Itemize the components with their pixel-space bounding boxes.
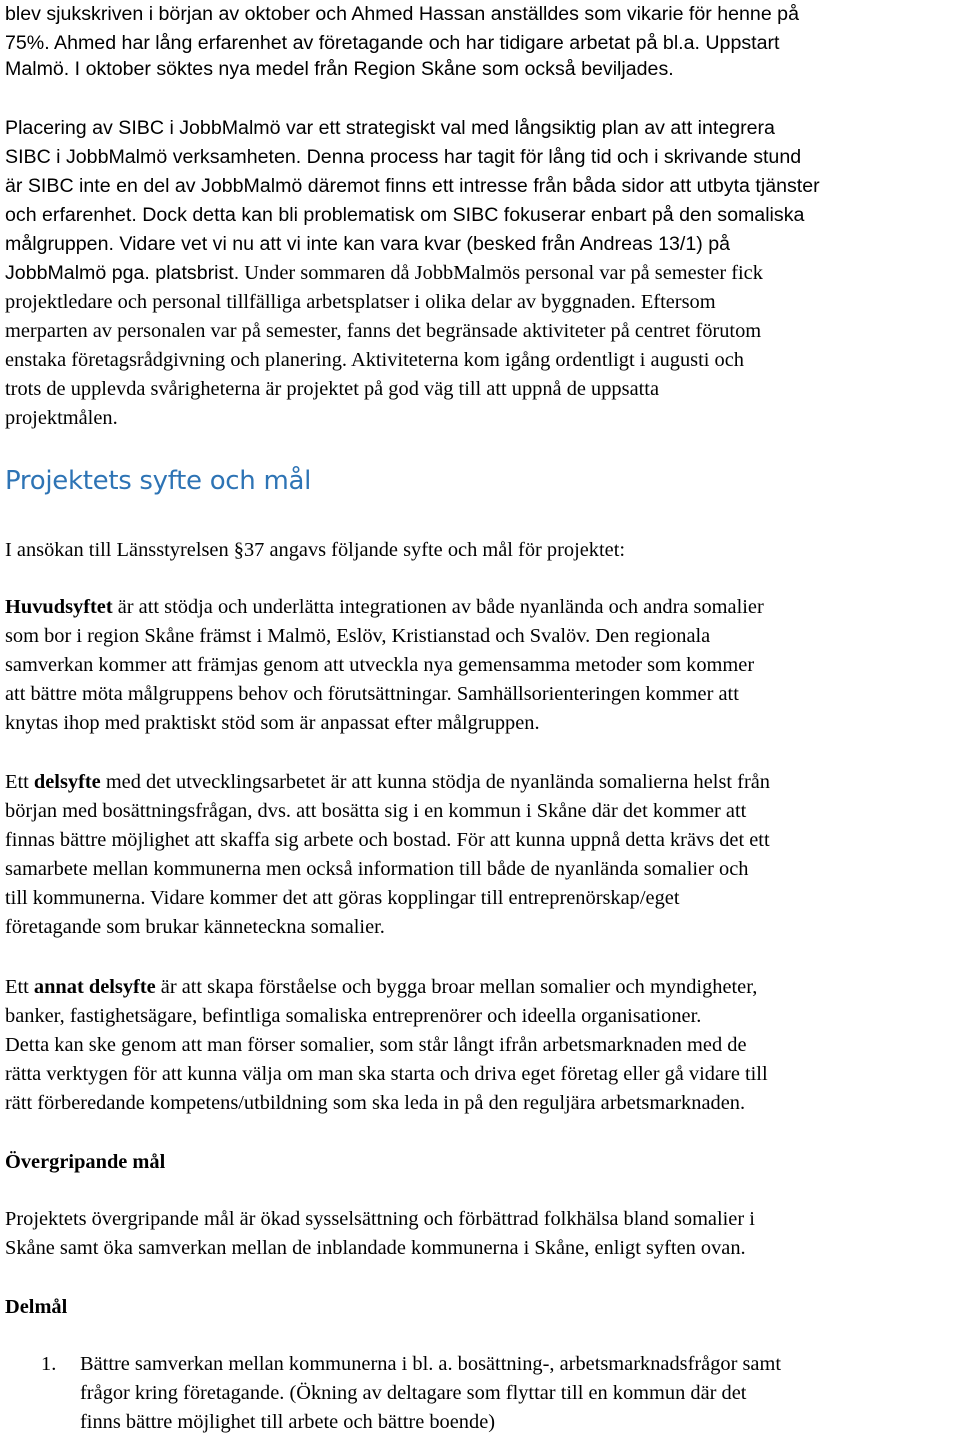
huvudsyfte-line-2: som bor i region Skåne främst i Malmö, Eslöv, Kristianstad och Svalöv. Den regionala — [5, 625, 711, 647]
overgripande-line-2: Skåne samt öka samverkan mellan de inblandade kommunerna i Skåne, enligt syften ovan. — [5, 1237, 746, 1259]
para2-line-5: målgruppen. Vidare vet vi nu att vi inte kan vara kvar (besked från Andreas 13/1) på — [5, 233, 731, 255]
delsyfte-line-1 — [5, 769, 770, 795]
para2-line-6b: Under sommaren då JobbMalmös personal var på semester fick — [239, 262, 763, 284]
para2-line-10: trots de upplevda svårigheterna är projektet på god väg till att uppnå de uppsatta — [5, 378, 659, 400]
para2-line-2b: Denna process har tagit för lång tid och i skrivande stund — [301, 146, 802, 168]
delmal-item-line-3: finns bättre möjlighet till arbete och bättre boende) — [80, 1411, 496, 1433]
delsyfte-line-1-text: med det utvecklingsarbetet är att kunna stödja de nyanlända somalierna helst från — [100, 771, 770, 793]
para2-line-8: merparten av personalen var på semester, fanns det begränsade aktiviteter på centret förutom — [5, 320, 762, 342]
para1-line-3: Malmö. I oktober söktes nya medel från Region Skåne som också beviljades. — [5, 58, 674, 80]
huvudsyfte-line-3: samverkan kommer att främjas genom att utveckla nya gemensamma metoder som kommer — [5, 654, 755, 676]
annat-line-2: banker, fastighetsägare, befintliga somaliska entreprenörer och ideella organisationer. — [5, 1005, 702, 1027]
annat-line-4: rätta verktygen för att kunna välja om man ska starta och driva eget företag eller gå vidare till — [5, 1063, 768, 1085]
para2-line-11: projektmålen. — [5, 407, 118, 429]
huvudsyfte-line-4: att bättre möta målgruppens behov och förutsättningar. Samhällsorienteringen kommer att — [5, 683, 739, 705]
annat-pre: Ett — [5, 976, 34, 998]
para1-line-1: blev sjukskriven i början av oktober och Ahmed Hassan anställdes som vikarie för henne på — [5, 3, 799, 25]
intro-line: I ansökan till Länsstyrelsen §37 angavs följande syfte och mål för projektet: — [5, 539, 626, 561]
delsyfte-bold: delsyfte — [33, 771, 101, 793]
para2-line-6 — [5, 260, 763, 286]
delmal-heading — [5, 1294, 67, 1320]
annat-line-1-text: är att skapa förståelse och bygga broar mellan somalier och myndigheter, — [155, 976, 758, 998]
delmal-item-line-1: Bättre samverkan mellan kommunerna i bl. a. bosättning-, arbetsmarknadsfrågor samt — [80, 1353, 781, 1375]
delmal-item-line-2: frågor kring företagande. (Ökning av deltagare som flyttar till en kommun där det — [80, 1382, 747, 1404]
delsyfte-line-2: början med bosättningsfrågan, dvs. att bosätta sig i en kommun i Skåne där det kommer att — [5, 800, 747, 822]
overgripande-heading-text: Övergripande mål — [5, 1151, 166, 1173]
delmal-heading-text: Delmål — [5, 1296, 68, 1318]
para2-line-2a: SIBC i JobbMalmö verksamheten. — [5, 146, 302, 168]
para2-line-3: är SIBC inte en del av JobbMalmö däremot finns ett intresse från båda sidor att utbyta tjänster — [5, 175, 820, 197]
para2-line-6a: JobbMalmö pga. platsbrist. — [5, 262, 240, 284]
para2-line-2 — [5, 144, 801, 170]
annat-line-5: rätt förberedande kompetens/utbildning som ska leda in på den reguljära arbetsmarknaden. — [5, 1092, 746, 1114]
annat-line-1 — [5, 974, 757, 1000]
huvudsyfte-line-1-text: är att stödja och underlätta integrationen av både nyanlända och andra somalier — [112, 596, 764, 618]
para2-line-7: projektledare och personal tillfälliga arbetsplatser i olika delar av byggnaden. Eftersom — [5, 291, 716, 313]
para2-line-4: och erfarenhet. Dock detta kan bli problematisk om SIBC fokuserar enbart på den somaliska — [5, 204, 805, 226]
delsyfte-line-3: finnas bättre möjlighet att skaffa sig arbete och bostad. För att kunna uppnå detta krävs det ett — [5, 829, 770, 851]
delsyfte-line-4: samarbete mellan kommunerna men också information till både de nyanlända somalier och — [5, 858, 749, 880]
huvudsyfte-bold: Huvudsyftet — [5, 596, 113, 618]
section-heading: Projektets syfte och mål — [5, 466, 312, 496]
annat-line-3: Detta kan ske genom att man förser somalier, som står långt ifrån arbetsmarknaden med de — [5, 1034, 747, 1056]
delmal-item-number: 1. — [41, 1353, 57, 1375]
overgripande-heading — [5, 1149, 165, 1175]
overgripande-line-1: Projektets övergripande mål är ökad sysselsättning och förbättrad folkhälsa bland somalier i — [5, 1208, 755, 1230]
delsyfte-pre: Ett — [5, 771, 34, 793]
para1-line-2: 75%. Ahmed har lång erfarenhet av företagande och har tidigare arbetat på bl.a. Uppstart — [5, 32, 780, 54]
huvudsyfte-line-1 — [5, 594, 764, 620]
delsyfte-line-6: företagande som brukar känneteckna somalier. — [5, 916, 385, 938]
delsyfte-line-5: till kommunerna. Vidare kommer det att göras kopplingar till entreprenörskap/eget — [5, 887, 680, 909]
para2-line-1: Placering av SIBC i JobbMalmö var ett strategiskt val med långsiktig plan av att integrera — [5, 117, 775, 139]
huvudsyfte-line-5: knytas ihop med praktiskt stöd som är anpassat efter målgruppen. — [5, 712, 540, 734]
annat-bold: annat delsyfte — [33, 976, 156, 998]
para2-line-9: enstaka företagsrådgivning och planering. Aktiviteterna kom igång ordentligt i augusti och — [5, 349, 744, 371]
